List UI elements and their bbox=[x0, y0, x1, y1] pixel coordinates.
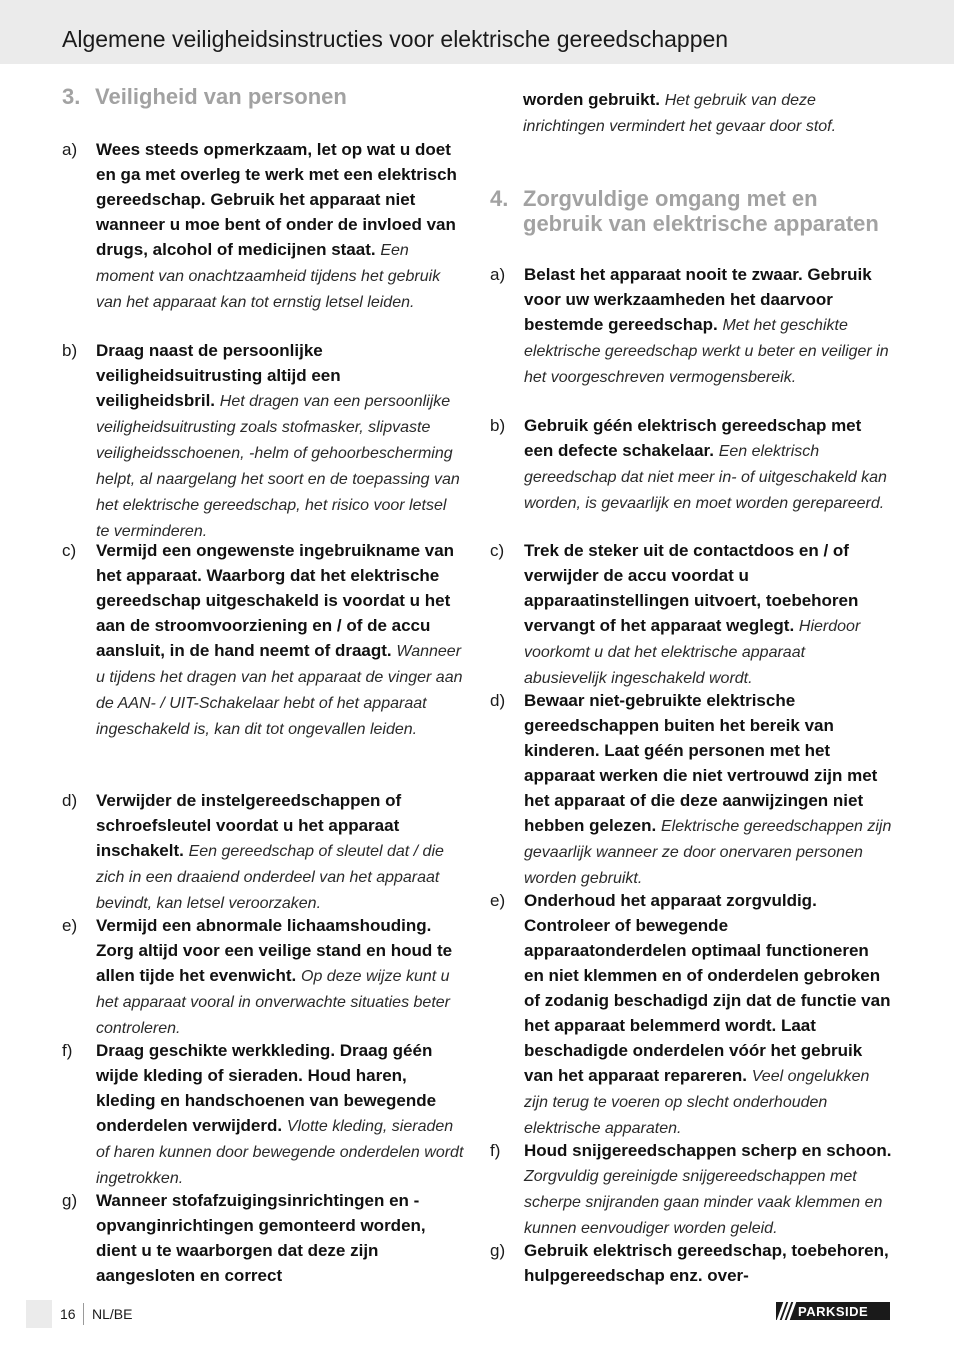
brand-logo bbox=[776, 1302, 890, 1320]
item-explanation: Een elektrisch gereedschap dat niet meer in- of uitgeschakeld kan worden, is gevaarlijk en moet worden gerepareerd. bbox=[524, 443, 887, 512]
header-band bbox=[0, 0, 954, 64]
list-item bbox=[62, 338, 464, 544]
item-explanation: Het gebruik van deze inrichtingen vermindert het gevaar door stof. bbox=[523, 92, 837, 135]
list-item bbox=[490, 1238, 892, 1288]
item-instruction: Wees steeds opmerkzaam, let op wat u doet en ga met overleg te werk met een elektrisch gereedschap. Gebruik het apparaat niet wanneer u moe bent of onder de invloed van drugs, alcohol of medicijnen staat. bbox=[96, 140, 457, 259]
item-label: a) bbox=[490, 265, 506, 284]
list-item bbox=[490, 1138, 892, 1241]
item-instruction: Draag naast de persoonlijke veiligheidsuitrusting altijd een veiligheidsbril. bbox=[96, 341, 341, 410]
item-explanation: Veel ongelukken zijn terug te voeren op slecht onderhouden elektrische apparaten. bbox=[524, 1068, 870, 1137]
item-explanation: Met het geschikte elektrische gereedschap werkt u beter en veiliger in het voorgeschreven vermogensbereik. bbox=[524, 317, 889, 386]
list-item bbox=[490, 538, 892, 691]
item-instruction: Gebruik géén elektrisch gereedschap met een defecte schakelaar. bbox=[524, 416, 862, 460]
list-item bbox=[62, 538, 464, 742]
item-instruction: Onderhoud het apparaat zorgvuldig. Controleer of bewegende apparaatonderdelen optimaal functioneren en niet klemmen en of onderdelen gebroken of zodanig beschadigd zijn dat de functie van het apparaat belemmerd wordt. Laat beschadigde onderdelen vóór het gebruik van het apparaat repareren. bbox=[524, 891, 891, 1085]
section-title: Zorgvuldige omgang met en gebruik van elektrische apparaten bbox=[523, 186, 879, 236]
page-number: 16 bbox=[60, 1306, 76, 1322]
item-label: b) bbox=[490, 416, 506, 435]
item-label: b) bbox=[62, 341, 78, 360]
logo-stripes-icon bbox=[776, 1302, 798, 1320]
item-instruction: Gebruik elektrisch gereedschap, toebehoren, hulpgereedschap enz. over- bbox=[524, 1241, 889, 1285]
page-title: Algemene veiligheidsinstructies voor elektrische gereedschappen bbox=[62, 26, 729, 52]
brand-name: PARKSIDE bbox=[798, 1303, 869, 1319]
item-instruction: Belast het apparaat nooit te zwaar. Gebruik voor uw werkzaamheden het daarvoor bestemde gereedschap. bbox=[524, 265, 872, 334]
footer-marker bbox=[26, 1300, 52, 1328]
continued-item bbox=[523, 87, 892, 139]
section-4-heading bbox=[490, 186, 893, 236]
item-explanation: Wanneer u tijdens het dragen van het apparaat de vinger aan de AAN- / UIT-Schakelaar hebt of het apparaat ingeschakeld is, kan dit tot ongevallen leiden. bbox=[96, 643, 463, 738]
item-label: f) bbox=[62, 1041, 73, 1060]
item-explanation: Zorgvuldig gereinigde snijgereedschappen met scherpe snijranden gaan minder vaak klemmen en kunnen eenvoudiger worden geleid. bbox=[524, 1168, 883, 1237]
list-item bbox=[62, 788, 464, 916]
item-label: g) bbox=[490, 1241, 506, 1260]
list-item bbox=[62, 1038, 464, 1191]
item-instruction: Trek de steker uit de contactdoos en / of verwijder de accu voordat u apparaatinstellingen uitvoert, toebehoren vervangt of het apparaat weglegt. bbox=[524, 541, 859, 635]
item-instruction: Verwijder de instelgereedschappen of schroefsleutel voordat u het apparaat inschakelt. bbox=[96, 791, 402, 860]
language-code: NL/BE bbox=[92, 1306, 133, 1322]
item-label: f) bbox=[490, 1141, 501, 1160]
item-label: c) bbox=[490, 541, 505, 560]
item-instruction: Wanneer stofafzuigingsinrichtingen en -opvanginrichtingen gemonteerd worden, dient u te waarborgen dat deze zijn aangesloten en correct bbox=[96, 1191, 426, 1285]
item-explanation: Op deze wijze kunt u het apparaat vooral in onverwachte situaties beter controleren. bbox=[96, 968, 450, 1037]
item-instruction: Vermijd een abnormale lichaamshouding. Zorg altijd voor een veilige stand en houd te allen tijde het evenwicht. bbox=[96, 916, 453, 985]
item-explanation: Vlotte kleding, sieraden of haren kunnen door bewegende onderdelen wordt ingetrokken. bbox=[96, 1118, 464, 1187]
list-item bbox=[62, 1188, 464, 1288]
item-instruction: worden gebruikt. bbox=[523, 90, 660, 109]
list-item bbox=[62, 913, 464, 1041]
item-label: c) bbox=[62, 541, 77, 560]
item-instruction: Vermijd een ongewenste ingebruikname van het apparaat. Waarborg dat het elektrische gereedschap uitgeschakeld is voordat u het aan de stroomvoorziening en / of de accu aansluit, in de hand neemt of draagt. bbox=[96, 541, 455, 660]
item-explanation: Een moment van onachtzaamheid tijdens het gebruik van het apparaat kan tot ernstig letsel leiden. bbox=[96, 242, 441, 311]
list-item bbox=[490, 413, 892, 516]
section-number: 3. bbox=[62, 84, 81, 109]
item-label: g) bbox=[62, 1191, 78, 1210]
item-label: e) bbox=[62, 916, 78, 935]
list-item bbox=[490, 262, 892, 390]
list-item bbox=[490, 688, 892, 891]
item-label: e) bbox=[490, 891, 506, 910]
section-number: 4. bbox=[490, 186, 509, 211]
item-label: a) bbox=[62, 140, 78, 159]
item-explanation: Hierdoor voorkomt u dat het elektrische apparaat abusievelijk ingeschakeld wordt. bbox=[524, 618, 861, 687]
item-explanation: Een gereedschap of sleutel dat / die zich in een draaiend onderdeel van het apparaat bevindt, kan letsel veroorzaken. bbox=[96, 843, 444, 912]
item-label: d) bbox=[490, 691, 506, 710]
item-explanation: Elektrische gereedschappen zijn gevaarlijk wanneer ze door onervaren personen worden gebruikt. bbox=[524, 818, 892, 887]
list-item bbox=[62, 137, 464, 315]
item-instruction: Draag geschikte werkkleding. Draag géén wijde kleding of sieraden. Houd haren, kleding en handschoenen van bewegende onderdelen verwijderd. bbox=[96, 1041, 437, 1135]
item-instruction: Bewaar niet-gebruikte elektrische gereedschappen buiten het bereik van kinderen. Laat géén personen met het apparaat werken die niet vertrouwd zijn met het apparaat of die deze aanwijzingen niet hebben gelezen. bbox=[524, 691, 878, 835]
footer-divider bbox=[83, 1303, 84, 1325]
item-explanation: Het dragen van een persoonlijke veiligheidsuitrusting zoals stofmasker, slipvaste veiligheidsschoenen, -helm of gehoorbescherming helpt, al naargelang het soort en de toepassing van het elektrische gereedschap, het risico voor letsel te verminderen. bbox=[96, 393, 460, 540]
item-label: d) bbox=[62, 791, 78, 810]
section-title: Veiligheid van personen bbox=[95, 84, 347, 109]
list-item bbox=[490, 888, 892, 1141]
section-3-heading bbox=[62, 84, 465, 109]
item-instruction: Houd snijgereedschappen scherp en schoon. bbox=[524, 1141, 892, 1160]
